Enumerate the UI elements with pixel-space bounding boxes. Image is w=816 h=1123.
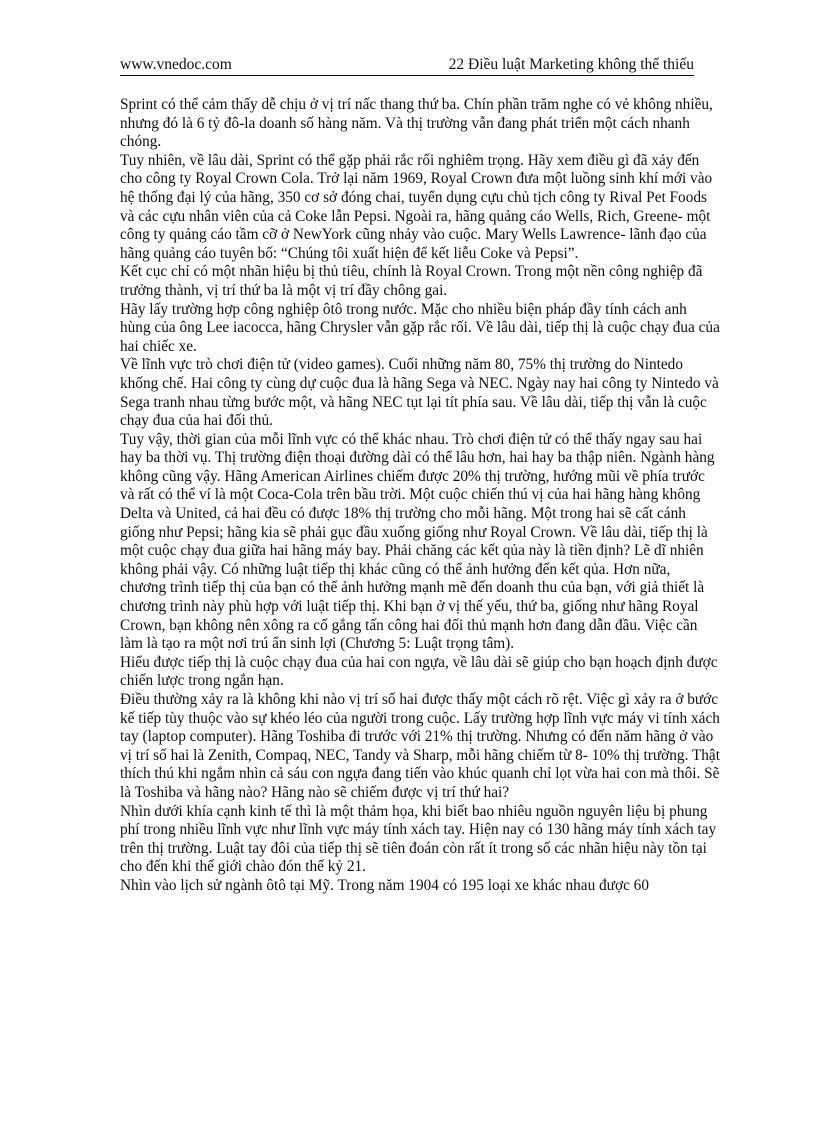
paragraph: Hãy lấy trường hợp công nghiệp ôtô trong nước. Mặc cho nhiều biện pháp đầy tính cách anh hùng của ông Lee iacocca, hãng Chrysler vẫn gặp rắc rối. Về lâu dài, tiếp thị là cuộc chạy đua của hai chiếc xe.	[120, 300, 720, 355]
paragraph: Hiểu được tiếp thị là cuộc chạy đua của hai con ngựa, về lâu dài sẽ giúp cho bạn hoạch định được chiến lược trong ngắn hạn.	[120, 653, 718, 690]
page-header	[120, 52, 694, 74]
header-title: 22 Điều luật Marketing không thể thiếu	[448, 56, 694, 73]
header-rule	[120, 75, 694, 76]
paragraph: Tuy vậy, thời gian của mỗi lĩnh vực có thể khác nhau. Trò chơi điện tử có thể thấy ngay sau hai hay ba thời vụ. Thị trường điện thoại đường dài có thể lâu hơn, hai hay ba thập niên. Ngành hàng không cũng vậy. Hãng American Airlines chiếm được 20% thị trường, hướng mũi về phía trước và rất có thể ví là một Coca-Cola trên bầu trời. Một cuộc chiến thú vị của hai hãng hàng không Delta và United, cả hai đều có được 18% thị trường cho mỗi hãng. Một trong hai sẽ cất cánh giống như Pepsi; hãng kia sẽ phải gục đầu xuống giống như Royal Crown. Về lâu dài, tiếp thị là một cuộc chạy đua giữa hai hãng máy bay. Phải chăng các kết qủa này là tiền định? Lẽ dĩ nhiên không phải vậy. Có những luật tiếp thị khác cũng có thể ảnh hưởng đến kết qủa. Hơn nữa, chương trình tiếp thị của bạn có thể ảnh hưởng mạnh mẽ đến doanh thu của bạn, với giả thiết là chương trình này phù hợp với luật tiếp thị. Khi bạn ở vị thế yếu, thứ ba, giống như hãng Royal Crown, bạn không nên xông ra cố gắng tấn công hai đối thủ mạnh hơn đang dẫn đầu. Việc cần làm là tạo ra một nơi trú ẩn sinh lợi (Chương 5: Luật trọng tâm).	[120, 430, 715, 653]
paragraph: Nhìn vào lịch sử ngành ôtô tại Mỹ. Trong năm 1904 có 195 loại xe khác nhau được 60	[120, 876, 649, 894]
body-text	[120, 96, 720, 896]
header-site: www.vnedoc.com	[120, 56, 232, 73]
paragraph: Tuy nhiên, về lâu dài, Sprint có thể gặp phải rắc rối nghiêm trọng. Hãy xem điều gì đã xảy đến cho công ty Royal Crown Cola. Trở lại năm 1969, Royal Crown đưa một luồng sinh khí mới vào hệ thống đại lý của hãng, 350 cơ sở đóng chai, tuyển dụng cựu chủ tịch công ty Rival Pet Foods và các cựu nhân viên của cả Coke lẫn Pepsi. Ngoài ra, hãng quảng cáo Wells, Rich, Greene- một công ty quảng cáo tầm cỡ ở NewYork cũng nhảy vào cuộc. Mary Wells Lawrence- lãnh đạo của hãng quảng cáo tuyên bố: “Chúng tôi xuất hiện để kết liễu Coke và Pepsi”.	[120, 151, 713, 262]
paragraph: Về lĩnh vực trò chơi điện tử (video games). Cuối những năm 80, 75% thị trường do Nintedo khống chế. Hai công ty cùng dự cuộc đua là hãng Sega và NEC. Ngày nay hai công ty Nintedo và Sega tranh nhau từng bước một, và hãng NEC tụt lại tít phía sau. Về lâu dài, tiếp thị vẫn là cuộc chạy đua của hai đối thủ.	[120, 356, 719, 430]
paragraph: Sprint có thể cảm thấy dễ chịu ở vị trí nấc thang thứ ba. Chín phần trăm nghe có vẻ không nhiều, nhưng đó là 6 tỷ đô-la doanh số hàng năm. Và thị trường vẫn đang phát triển một cách nhanh chóng.	[120, 96, 713, 151]
paragraph: Điều thường xảy ra là không khi nào vị trí số hai được thấy một cách rõ rệt. Việc gì xảy ra ở bước kế tiếp tùy thuộc vào sự khéo léo của người trong cuộc. Lấy trường hợp lĩnh vực máy vi tính xách tay (laptop computer). Hãng Toshiba đi trước với 21% thị trường. Nhưng có đến năm hãng ở vào vị trí số hai là Zenith, Compaq, NEC, Tandy và Sharp, mỗi hãng chiếm từ 8- 10% thị trường. Thật thích thú khi ngắm nhìn cả sáu con ngựa đang tiến vào khúc quanh chỉ lọt vừa hai con mà thôi. Sẽ là Toshiba và hãng nào? Hãng nào sẽ chiếm được vị trí thứ hai?	[120, 691, 720, 801]
paragraph: Kết cục chỉ có một nhãn hiệu bị thủ tiêu, chính là Royal Crown. Trong một nền công nghiệp đã trưởng thành, vị trí thứ ba là một vị trí đầy chông gai.	[120, 263, 703, 299]
paragraph: Nhìn dưới khía cạnh kinh tế thì là một thảm họa, khi biết bao nhiêu nguồn nguyên liệu bị phung phí trong nhiều lĩnh vực như lĩnh vực máy tính xách tay. Hiện nay có 130 hãng máy tính xách tay trên thị trường. Luật tay đôi của tiếp thị sẽ tiên đoán còn rất ít trong số các nhãn hiệu này tồn tại cho đến khi thế giới chào đón thế kỷ 21.	[120, 802, 717, 876]
